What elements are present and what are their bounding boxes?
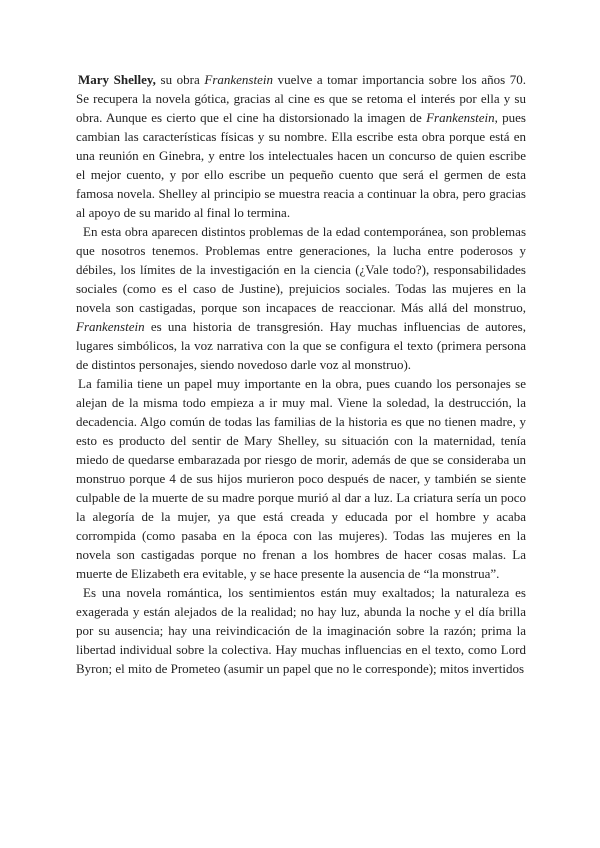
work-title: Frankenstein <box>76 319 145 334</box>
paragraph-problems <box>76 222 526 374</box>
author-name: Mary Shelley, <box>78 72 156 87</box>
paragraph-text: es una historia de transgresión. Hay muchas influencias de autores, lugares simbólicos, la voz narrativa con la que se configura el texto (primera persona de distintos personajes, siendo novedoso darle voz al monstruo). <box>76 319 526 372</box>
document-page <box>76 70 526 678</box>
paragraph-intro <box>76 70 526 222</box>
paragraph-text: , pues cambian las características físicas y su nombre. Ella escribe esta obra porque está en una reunión en Ginebra, y entre los intelectuales hacen un concurso de quien escribe el mejor cuento, y por ello escribe un pequeño cuento que será el germen de esta famosa novela. Shelley al principio se muestra reacia a continuar la obra, pero gracias al apoyo de su marido al final lo termina. <box>76 110 526 220</box>
paragraph-text: En esta obra aparecen distintos problemas de la edad contemporánea, son problemas que nosotros tenemos. Problemas entre generaciones, la lucha entre poderosos y débiles, los límites de la investigación en la ciencia (¿Vale todo?), responsabilidades sociales (como es el caso de Justine), prejuicios sociales. Todas las mujeres en la novela son castigadas, porque son incapaces de reaccionar. Más allá del monstruo, <box>76 224 526 315</box>
paragraph-text: vuelve a tomar importancia sobre los años 70. Se recupera la novela gótica, gracias al cine es que se retoma el interés por ella y su obra. Aunque es cierto que el cine ha distorsionado la imagen de <box>76 72 526 125</box>
paragraph-text: La familia tiene un papel muy importante en la obra, pues cuando los personajes se alejan de la misma todo empieza a ir muy mal. Viene la soledad, la destrucción, la decadencia. Algo común de todas las familias de la historia es que no tienen madre, y esto es producto del sentir de Mary Shelley, su situación con la maternidad, tenía miedo de quedarse embarazada por riesgo de morir, además de que se consideraba un monstruo porque 4 de sus hijos murieron poco después de nacer, y también se siente culpable de la muerte de su madre porque murió al dar a luz. La criatura sería un poco la alegoría de la mujer, ya que está creada y educada por el hombre y acaba corrompida (como pasaba en la época con las mujeres). Todas las mujeres en la novela son castigadas porque no frenan a los hombres de hacer cosas malas. La muerte de Elizabeth era evitable, y se hace presente la ausencia de “la monstrua”. <box>76 376 526 581</box>
paragraph-text: Es una novela romántica, los sentimientos están muy exaltados; la naturaleza es exagerada y están alejados de la realidad; no hay luz, abunda la noche y el día brilla por su ausencia; hay una reivindicación de la imaginación sobre la razón; prima la libertad individual sobre la colectiva. Hay muchas influencias en el texto, como Lord Byron; el mito de Prometeo (asumir un papel que no le corresponde); mitos invertidos <box>76 585 526 676</box>
work-title: Frankenstein <box>204 72 273 87</box>
work-title: Frankenstein <box>426 110 495 125</box>
paragraph-romanticism <box>76 583 526 678</box>
paragraph-text: su obra <box>155 72 205 87</box>
paragraph-family <box>76 374 526 583</box>
